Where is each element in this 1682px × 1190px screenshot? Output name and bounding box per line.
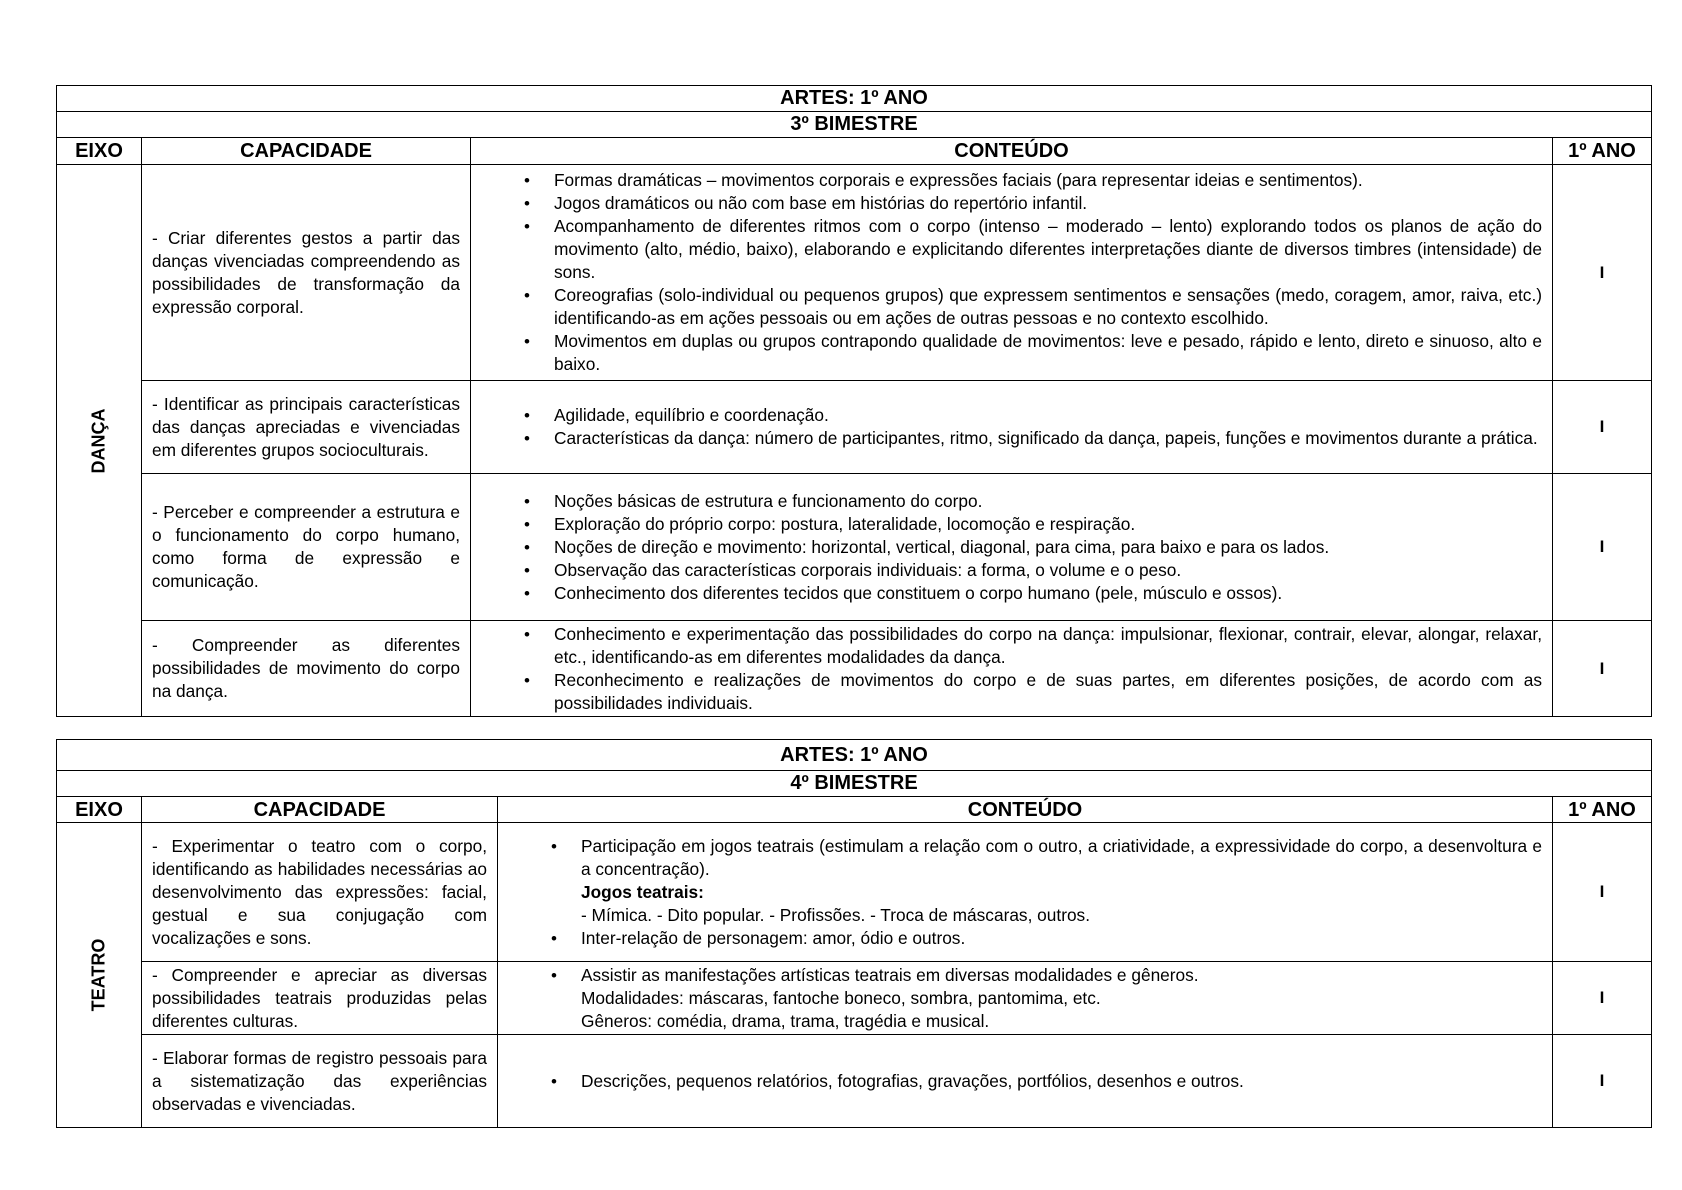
conteudo-list (471, 623, 1542, 715)
list-item: • Acompanhamento de diferentes ritmos com o corpo (intenso – moderado – lento) explorando todos os planos de ação do movimento (alto, médio, baixo), elaborando e explicitando diferentes interpretações diante de diversos timbres (intensidade) de sons. (554, 215, 1542, 284)
capacidade-cell: - Experimentar o teatro com o corpo, identificando as habilidades necessárias ao desenvolvimento das expressões: facial, gestual e sua conjugação com vocalizações e sons. (142, 823, 498, 962)
ano-cell: I (1553, 474, 1652, 621)
conteudo-cell (498, 823, 1553, 962)
eixo-cell (57, 165, 142, 717)
generos-text: Gêneros: comédia, drama, trama, tragédia e musical. (581, 1010, 990, 1031)
table-row (57, 962, 1652, 1035)
list-item: • Coreografias (solo-individual ou pequenos grupos) que expressem sentimentos e sensações (medo, coragem, amor, raiva, etc.) identificando-as em ações pessoais ou em ações de outras pessoas e no contexto escolhido. (554, 284, 1542, 330)
header-capacidade: CAPACIDADE (142, 138, 471, 165)
ano-cell: I (1553, 962, 1652, 1035)
header-ano: 1º ANO (1553, 797, 1652, 823)
conteudo-list (471, 490, 1542, 605)
list-item: • Conhecimento dos diferentes tecidos que constituem o corpo humano (pele, músculo e ossos). (554, 582, 1542, 605)
header-ano: 1º ANO (1553, 138, 1652, 165)
list-item: • Características da dança: número de participantes, ritmo, significado da dança, papeis, funções e movimentos durante a prática. (554, 427, 1542, 450)
table-3-bimestre (56, 85, 1652, 717)
capacidade-cell: - Criar diferentes gestos a partir das danças vivenciadas compreendendo as possibilidades de transformação da expressão corporal. (142, 165, 471, 381)
list-item: • Descrições, pequenos relatórios, fotografias, gravações, portfólios, desenhos e outros. (581, 1070, 1542, 1093)
jogos-list: - Mímica. - Dito popular. - Profissões. - Troca de máscaras, outros. (581, 904, 1091, 925)
list-item (581, 964, 1542, 1033)
conteudo-list (498, 1070, 1542, 1093)
conteudo-cell (471, 621, 1553, 717)
capacidade-cell: - Compreender e apreciar as diversas possibilidades teatrais produzidas pelas diferentes culturas. (142, 962, 498, 1035)
conteudo-cell (471, 474, 1553, 621)
ano-cell: I (1553, 165, 1652, 381)
ano-cell: I (1553, 823, 1652, 962)
list-item: • Reconhecimento e realizações de movimentos do corpo e de suas partes, em diferentes posições, de acordo com as possibilidades individuais. (554, 669, 1542, 715)
table-4-bimestre (56, 739, 1652, 1128)
capacidade-cell: - Perceber e compreender a estrutura e o funcionamento do corpo humano, como forma de expressão e comunicação. (142, 474, 471, 621)
list-item: • Noções básicas de estrutura e funcionamento do corpo. (554, 490, 1542, 513)
table-row (57, 474, 1652, 621)
table-title: ARTES: 1º ANO (57, 86, 1652, 112)
eixo-cell (57, 823, 142, 1128)
list-item: • Agilidade, equilíbrio e coordenação. (554, 404, 1542, 427)
ano-cell: I (1553, 621, 1652, 717)
list-item: • Exploração do próprio corpo: postura, lateralidade, locomoção e respiração. (554, 513, 1542, 536)
ano-cell: I (1553, 1035, 1652, 1128)
list-item: • Jogos dramáticos ou não com base em histórias do repertório infantil. (554, 192, 1542, 215)
list-item: • Observação das características corporais individuais: a forma, o volume e o peso. (554, 559, 1542, 582)
list-item: • Conhecimento e experimentação das possibilidades do corpo na dança: impulsionar, flexionar, contrair, elevar, alongar, relaxar, etc., identificando-as em diferentes modalidades da dança. (554, 623, 1542, 669)
bimestre-title: 3º BIMESTRE (57, 112, 1652, 138)
table-row (57, 823, 1652, 962)
conteudo-list (471, 169, 1542, 376)
table-row (57, 1035, 1652, 1128)
header-conteudo: CONTEÚDO (498, 797, 1553, 823)
list-item: • Inter-relação de personagem: amor, ódio e outros. (581, 927, 1542, 950)
ano-cell: I (1553, 381, 1652, 474)
modalidades-text: Modalidades: máscaras, fantoche boneco, sombra, pantomima, etc. (581, 987, 1101, 1008)
bimestre-title: 4º BIMESTRE (57, 771, 1652, 797)
jogos-label: Jogos teatrais: (581, 881, 704, 902)
capacidade-cell: - Elaborar formas de registro pessoais para a sistematização das experiências observadas e vivenciadas. (142, 1035, 498, 1128)
conteudo-cell (498, 1035, 1553, 1128)
item-text: • Participação em jogos teatrais (estimulam a relação com o outro, a criatividade, a expressividade do corpo, a desenvoltura e a concentração). (581, 835, 1542, 879)
header-eixo: EIXO (57, 797, 142, 823)
table-row (57, 621, 1652, 717)
list-item: • Formas dramáticas – movimentos corporais e expressões faciais (para representar ideias e sentimentos). (554, 169, 1542, 192)
list-item: • Movimentos em duplas ou grupos contrapondo qualidade de movimentos: leve e pesado, rápido e lento, direto e sinuoso, alto e baixo. (554, 330, 1542, 376)
capacidade-cell: - Identificar as principais características das danças apreciadas e vivenciadas em diferentes grupos socioculturais. (142, 381, 471, 474)
conteudo-cell (471, 165, 1553, 381)
conteudo-cell (471, 381, 1553, 474)
header-conteudo: CONTEÚDO (471, 138, 1553, 165)
table-row (57, 381, 1652, 474)
header-capacidade: CAPACIDADE (142, 797, 498, 823)
table-row (57, 165, 1652, 381)
list-item (581, 835, 1542, 927)
capacidade-cell: - Compreender as diferentes possibilidades de movimento do corpo na dança. (142, 621, 471, 717)
table-title: ARTES: 1º ANO (57, 740, 1652, 771)
conteudo-list (498, 964, 1542, 1033)
eixo-label: TEATRO (88, 938, 109, 1012)
eixo-label: DANÇA (88, 408, 109, 473)
item-text: • Assistir as manifestações artísticas teatrais em diversas modalidades e gêneros. (581, 964, 1199, 985)
list-item: • Noções de direção e movimento: horizontal, vertical, diagonal, para cima, para baixo e para os lados. (554, 536, 1542, 559)
header-eixo: EIXO (57, 138, 142, 165)
conteudo-list (498, 835, 1542, 950)
conteudo-cell (498, 962, 1553, 1035)
conteudo-list (471, 404, 1542, 450)
